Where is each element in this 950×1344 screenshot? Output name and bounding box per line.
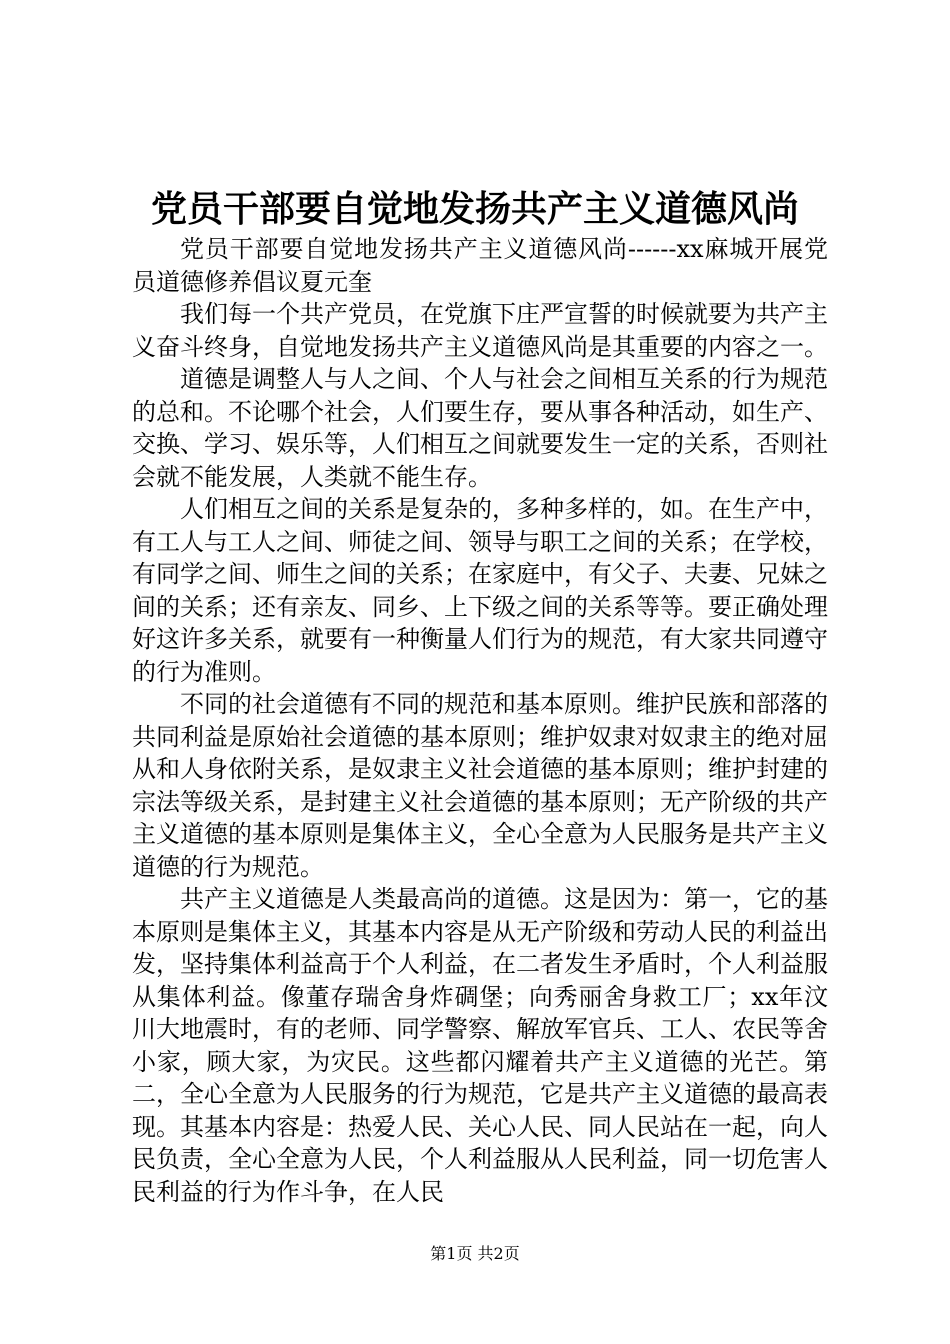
paragraph: 人们相互之间的关系是复杂的，多种多样的，如。在生产中，有工人与工人之间、师徒之间、领导与职工之间的关系；在学校，有同学之间、师生之间的关系；在家庭中，有父子、夫妻、兄妹之间的关系；还有亲友、同乡、上下级之间的关系等等。要正确处理好这许多关系，就要有一种衡量人们行为的规范，有大家共同遵守的行为准则。 — [132, 495, 828, 686]
paragraph-subtitle: 党员干部要自觉地发扬共产主义道德风尚------xx麻城开展党员道德修养倡议夏元奎 — [132, 235, 828, 296]
page-number-footer: 第1页 共2页 — [430, 1244, 520, 1263]
paragraph: 不同的社会道德有不同的规范和基本原则。维护民族和部落的共同利益是原始社会道德的基本原则；维护奴隶对奴隶主的绝对屈从和人身依附关系，是奴隶主义社会道德的基本原则；维护封建的宗法等级关系，是封建主义社会道德的基本原则；无产阶级的共产主义道德的基本原则是集体主义，全心全意为人民服务是共产主义道德的行为规范。 — [132, 690, 828, 881]
document-body — [132, 233, 828, 1208]
paragraph: 共产主义道德是人类最高尚的道德。这是因为：第一，它的基本原则是集体主义，其基本内容是从无产阶级和劳动人民的利益出发，坚持集体利益高于个人利益，在二者发生矛盾时，个人利益服从集体利益。像董存瑞舍身炸碉堡；向秀丽舍身救工厂；xx年汶川大地震时，有的老师、同学警察、解放军官兵、工人、农民等舍小家，顾大家，为灾民。这些都闪耀着共产主义道德的光芒。第二，全心全意为人民服务的行为规范，它是共产主义道德的最高表现。其基本内容是：热爱人民、关心人民、同人民站在一起，向人民负责，全心全意为人民，个人利益服从人民利益，同一切危害人民利益的行为作斗争，在人民 — [132, 885, 828, 1206]
paragraph: 我们每一个共产党员，在党旗下庄严宣誓的时候就要为共产主义奋斗终身，自觉地发扬共产主义道德风尚是其重要的内容之一。 — [132, 300, 828, 361]
document-title: 党员干部要自觉地发扬共产主义道德风尚 — [150, 188, 799, 230]
paragraph: 道德是调整人与人之间、个人与社会之间相互关系的行为规范的总和。不论哪个社会，人们要生存，要从事各种活动，如生产、交换、学习、娱乐等，人们相互之间就要发生一定的关系，否则社会就不能发展，人类就不能生存。 — [132, 365, 828, 491]
